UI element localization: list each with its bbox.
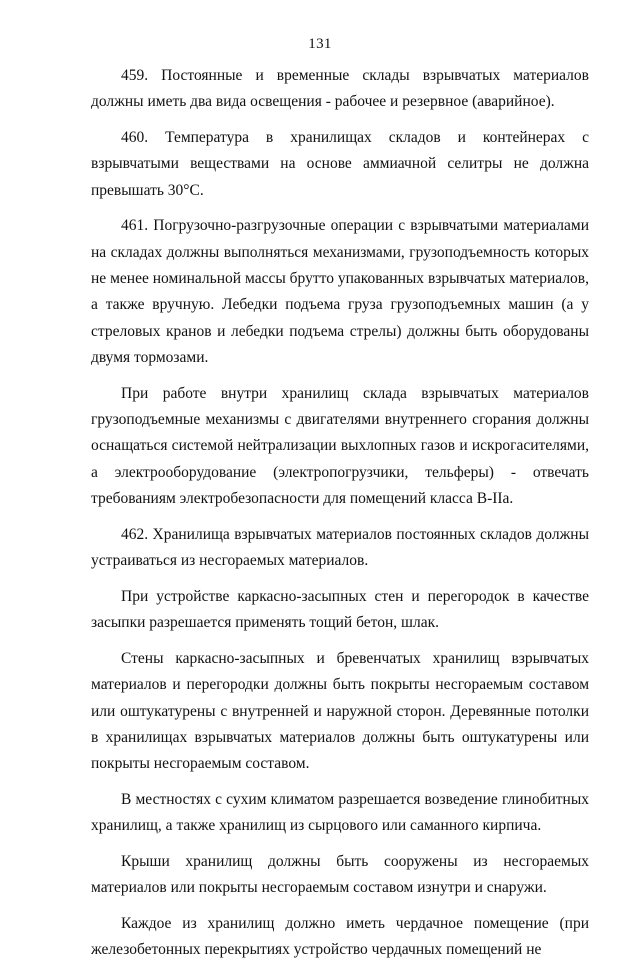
paragraph-walls: Стены каркасно-засыпных и бревенчатых хранилищ взрывчатых материалов и перегородки должны быть покрыты несгораемым составом или оштукатурены с внутренней и наружной сторон. Деревянные потолки в хранилищах взрывчатых материалов должны быть оштукатурены или покрыты несгораемым составом. bbox=[91, 649, 589, 773]
paragraph-459: 459. Постоянные и временные склады взрывчатых материалов должны иметь два вида освещения - рабочее и резервное (аварийное). bbox=[91, 67, 589, 111]
paragraph-lifting-mechanisms: При работе внутри хранилищ склада взрывчатых материалов грузоподъемные механизмы с двигателями внутреннего сгорания должны оснащаться системой нейтрализации выхлопных газов и искрогасителями, а электрооборудование (электропогрузчики, тельферы) - отвечать требованиям электробезопасности для помещений класса В-IIа. bbox=[91, 384, 589, 507]
paragraph-461: 461. Погрузочно-разгрузочные операции с взрывчатыми материалами на складах должны выполняться механизмами, грузоподъемность которых не менее номинальной массы брутто упакованных взрывчатых материалов, а также вручную. Лебедки подъема груза грузоподъемных машин (а у стреловых кранов и лебедки подъема стрелы) должны быть оборудованы двумя тормозами. bbox=[91, 217, 589, 366]
paragraph-backfill: При устройстве каркасно-засыпных стен и перегородок в качестве засыпки разрешается применять тощий бетон, шлак. bbox=[91, 587, 589, 632]
paragraph-460: 460. Температура в хранилищах складов и контейнерах с взрывчатыми веществами на основе аммиачной селитры не должна превышать 30°С. bbox=[91, 129, 589, 199]
document-body bbox=[91, 63, 589, 973]
paragraph-462: 462. Хранилища взрывчатых материалов постоянных складов должны устраиваться из несгораемых материалов. bbox=[91, 525, 589, 570]
paragraph-attic: Каждое из хранилищ должно иметь чердачное помещение (при железобетонных перекрытиях устройство чердачных помещений не bbox=[91, 915, 589, 959]
page-number: 131 bbox=[308, 36, 332, 52]
paragraph-roofs: Крыши хранилищ должны быть сооружены из несгораемых материалов или покрыты несгораемым составом изнутри и снаружи. bbox=[91, 853, 589, 897]
paragraph-dry-climate: В местностях с сухим климатом разрешается возведение глинобитных хранилищ, а также хранилищ из сырцового или саманного кирпича. bbox=[91, 790, 589, 835]
